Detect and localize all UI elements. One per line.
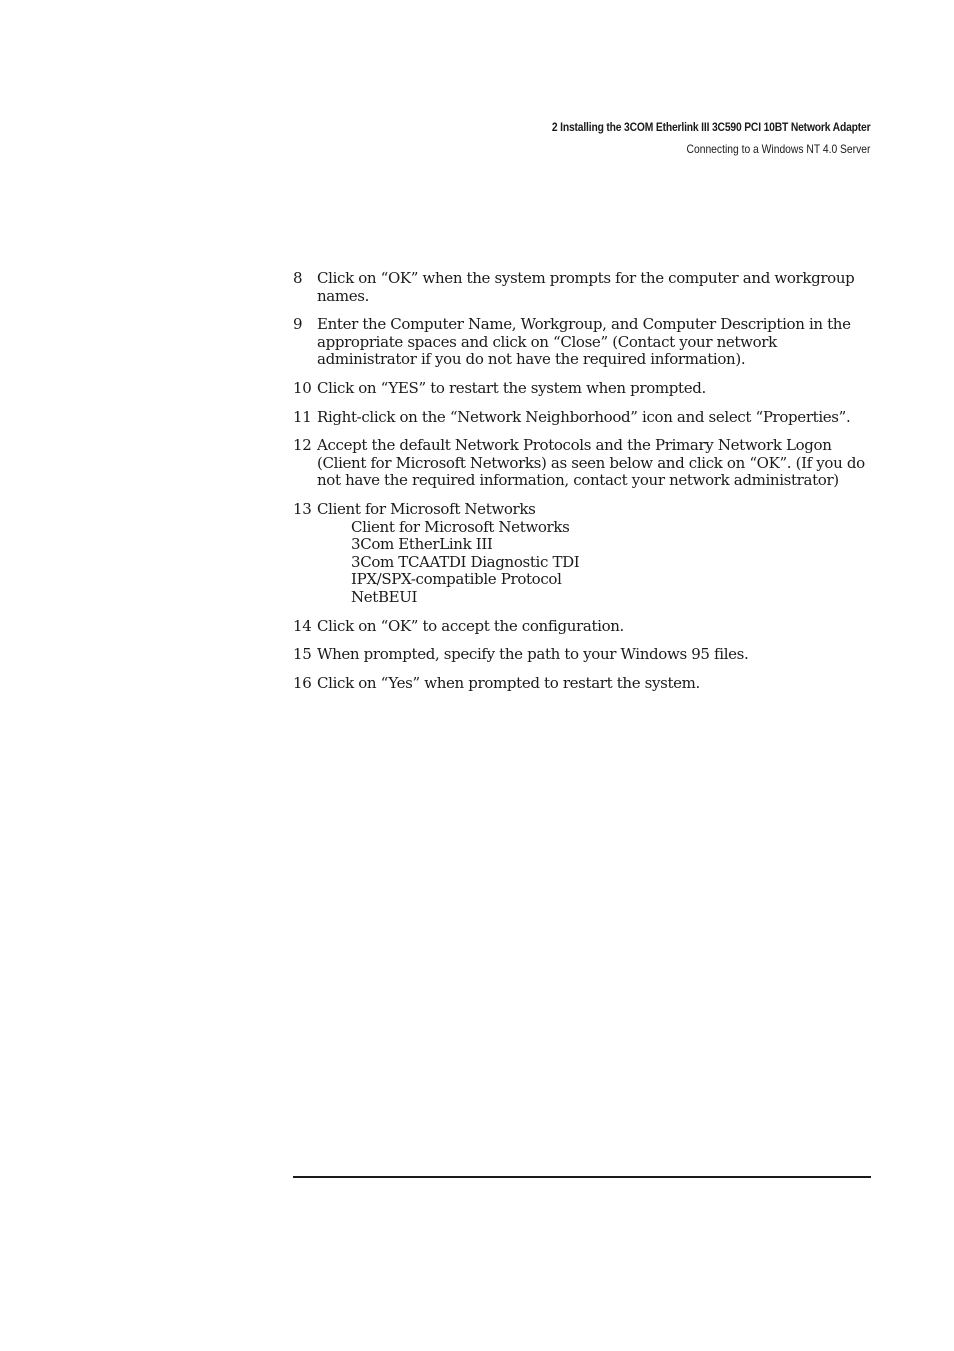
step-12 [293,437,873,490]
running-header [500,119,870,157]
step-number: 11 [293,407,312,426]
step-text: Click on “OK” to accept the configuration. [317,616,624,635]
step-number: 14 [293,616,312,635]
step-14 [293,618,873,636]
section-title: Connecting to a Windows NT 4.0 Server [686,142,870,156]
component-item: 3Com TCAATDI Diagnostic TDI [351,552,580,571]
chapter-title: 2 Installing the 3COM Etherlink III 3C590 PCI 10BT Network Adapter [551,120,870,134]
step-number: 12 [293,436,312,455]
step-13 [293,501,873,607]
step-list [293,270,873,703]
component-item: 3Com EtherLink III [351,535,493,554]
step-number: 10 [293,378,312,397]
component-item: IPX/SPX-compatible Protocol [351,570,562,589]
step-number: 9 [293,315,303,334]
step-number: 15 [293,645,312,664]
component-item: Client for Microsoft Networks [351,517,570,536]
step-text: Click on “OK” when the system prompts for the computer and workgroup names. [317,269,855,305]
step-text: Click on “Yes” when prompted to restart the system. [317,673,700,692]
step-text: Client for Microsoft Networks [317,499,536,518]
step-text: Click on “YES” to restart the system when prompted. [317,378,706,397]
footer-rule [293,1176,871,1178]
step-10 [293,380,873,398]
step-text: Enter the Computer Name, Workgroup, and Computer Description in the appropriate spaces and click on “Close” (Contact your network administrator if you do not have the required information). [317,315,851,369]
component-list [317,519,873,607]
step-9 [293,316,873,369]
step-text: When prompted, specify the path to your Windows 95 files. [317,645,749,664]
step-text: Right-click on the “Network Neighborhood” icon and select “Properties”. [317,407,851,426]
step-16 [293,675,873,693]
step-number: 8 [293,269,303,287]
step-number: 16 [293,673,312,692]
step-number: 13 [293,499,312,518]
step-text: Accept the default Network Protocols and the Primary Network Logon (Client for Microsoft Networks) as seen below and click on “OK”. (If you do not have the required information, contact your network administrator) [317,436,865,490]
step-15 [293,646,873,664]
step-11 [293,409,873,427]
component-item: NetBEUI [351,587,418,606]
step-8 [293,270,873,305]
step-content [317,501,873,607]
